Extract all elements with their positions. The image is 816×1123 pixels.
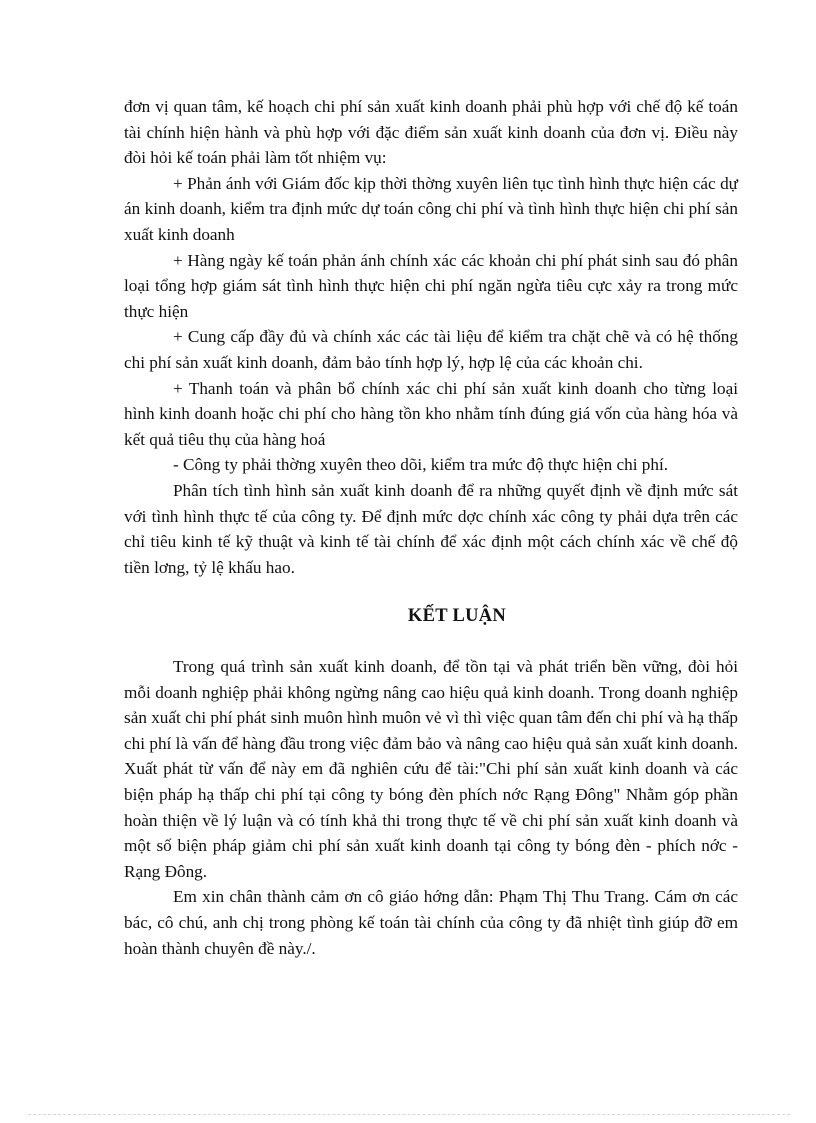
paragraph-acknowledgement: Em xin chân thành cảm ơn cô giáo hớng dẫn: Phạm Thị Thu Trang. Cám ơn các bác, cô chú, anh chị trong phòng kế toán tài chính của công ty đã nhiệt tình giúp đỡ em hoàn thành chuyên đề này./. (124, 887, 738, 958)
paragraph-duty-daily: + Hàng ngày kế toán phản ánh chính xác các khoản chi phí phát sinh sau đó phân loại tổng hợp giám sát tình hình thực hiện chi phí ngăn ngừa tiêu cực xảy ra trong mức thực hiện (124, 250, 738, 321)
body-section-duties (124, 94, 738, 580)
page-bottom-rule (28, 1114, 790, 1115)
conclusion-heading: KẾT LUẬN (407, 606, 507, 626)
paragraph-conclusion-main: Trong quá trình sản xuất kinh doanh, để tồn tại và phát triển bền vững, đòi hỏi mỗi doanh nghiệp phải không ngừng nâng cao hiệu quả kinh doanh. Trong doanh nghiệp sản xuất chi phí phát sinh muôn hình muôn vẻ vì thì việc quan tâm đến chi phí và hạ thấp chi phí là vấn để hàng đầu trong việc đảm bảo và nâng cao hiệu quả sản xuất kinh doanh. Xuất phát từ vấn để này em đã nghiên cứu để tài:"Chi phí sản xuất kinh doanh và các biện pháp hạ thấp chi phí tại công ty bóng đèn phích nớc Rạng Đông" Nhằm góp phần hoàn thiện về lý luận và có tính khả thi trong thực tế về chi phí sản xuất kinh doanh và một số biện pháp giảm chi phí sản xuất kinh doanh tại công ty bóng đèn - phích nớc - Rạng Đông. (124, 657, 738, 881)
body-section-conclusion (124, 654, 738, 961)
paragraph-company-monitor: - Công ty phải thờng xuyên theo dõi, kiểm tra mức độ thực hiện chi phí. (173, 455, 669, 475)
paragraph-analysis: Phân tích tình hình sản xuất kinh doanh để ra những quyết định về định mức sát với tình hình thực tế của công ty. Để định mức dợc chính xác công ty phải dựa trên các chỉ tiêu kinh tế kỹ thuật và kinh tế tài chính để xác định một cách chính xác về chế độ tiền lơng, tỷ lệ khấu hao. (124, 480, 738, 577)
paragraph-intro: đơn vị quan tâm, kế hoạch chi phí sản xuất kinh doanh phải phù hợp với chế độ kế toán tài chính hiện hành và phù hợp với đặc điểm sản xuất kinh doanh của đơn vị. Điều này đòi hỏi kế toán phải làm tốt nhiệm vụ: (124, 97, 738, 168)
paragraph-duty-payment: + Thanh toán và phân bổ chính xác chi phí sản xuất kinh doanh cho từng loại hình kinh doanh hoặc chi phí cho hàng tồn kho nhằm tính đúng giá vốn của hàng hóa và kết quả tiêu thụ của hàng hoá (124, 378, 738, 449)
paragraph-duty-documents: + Cung cấp đầy đủ và chính xác các tài liệu để kiểm tra chặt chẽ và có hệ thống chi phí sản xuất kinh doanh, đảm bảo tính hợp lý, hợp lệ của các khoản chi. (124, 327, 738, 372)
paragraph-duty-report: + Phản ánh với Giám đốc kịp thời thờng xuyên liên tục tình hình thực hiện các dự án kinh doanh, kiểm tra định mức dự toán công chi phí và tình hình thực hiện chi phí sản xuất kinh doanh (124, 173, 738, 244)
